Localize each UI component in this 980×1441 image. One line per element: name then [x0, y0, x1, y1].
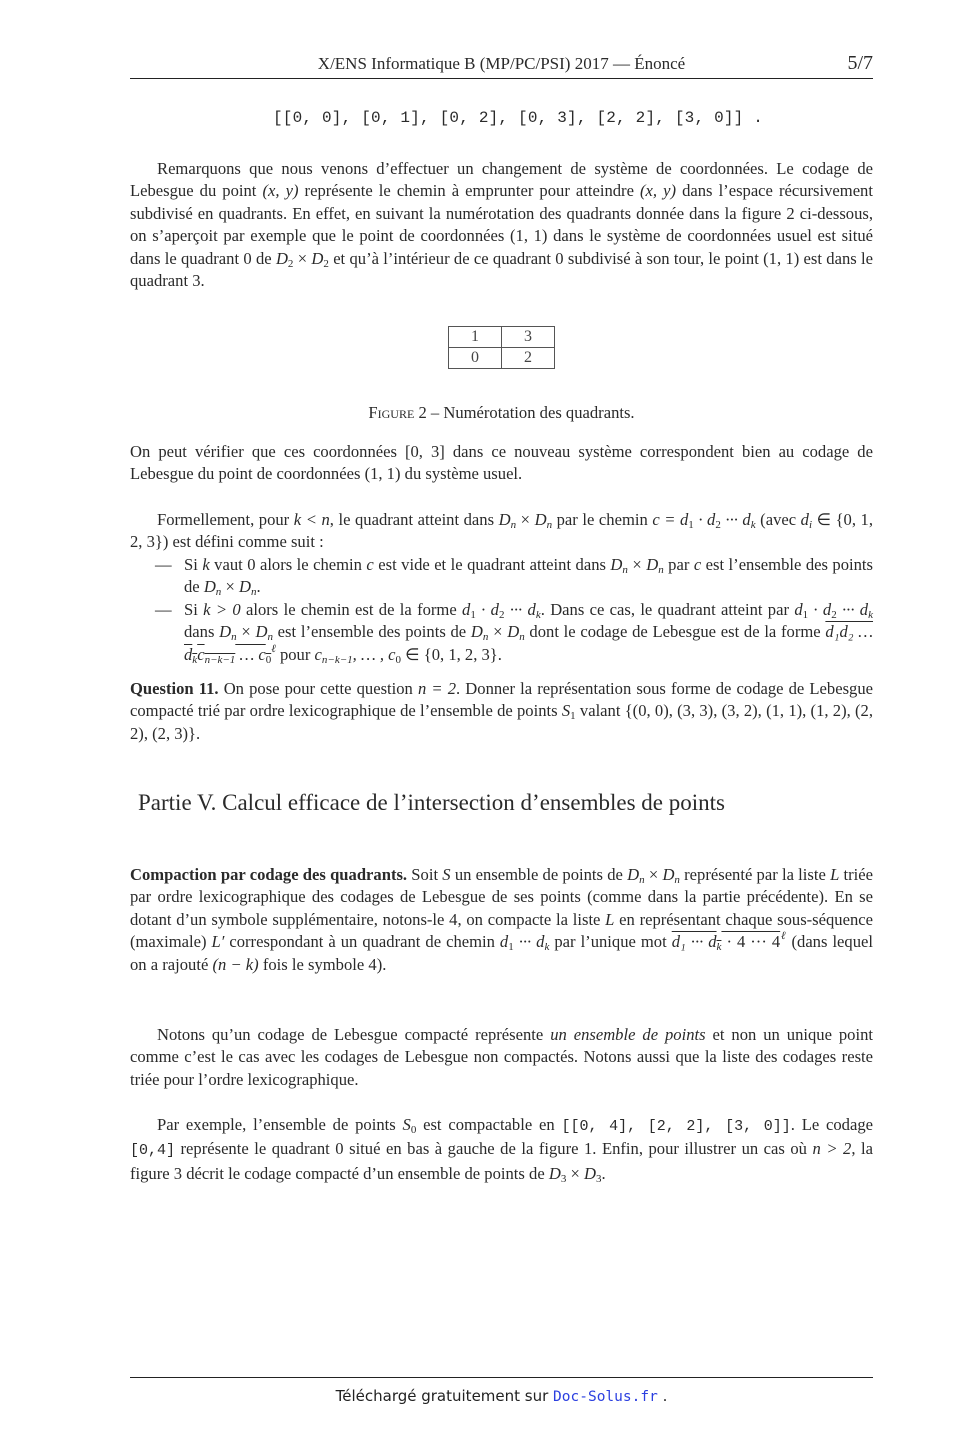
- math: · d: [693, 510, 716, 529]
- math-sub: 0: [265, 653, 272, 666]
- text: , le quadrant atteint dans: [329, 510, 499, 529]
- page-number: 5/7: [847, 52, 873, 74]
- paragraph-coordinate-change: [130, 158, 873, 292]
- text: par le chemin: [552, 510, 653, 529]
- page-header: [130, 52, 873, 79]
- math: L: [605, 909, 615, 929]
- math: k: [202, 555, 210, 574]
- math-sub: n: [639, 874, 645, 886]
- text: dans: [184, 622, 220, 642]
- text: valant: [575, 701, 625, 721]
- math: k > 0: [203, 599, 241, 619]
- math: D: [498, 510, 511, 529]
- math-sub: 2: [831, 608, 837, 621]
- list-dash: —: [155, 555, 172, 574]
- text: par: [663, 555, 694, 574]
- math: ×: [236, 622, 256, 642]
- math: D: [219, 622, 232, 642]
- text: représente le chemin à emprunter pour atteindre: [298, 181, 641, 201]
- text: , la figure 3 décrit le codage compacté d’un ensemble de points de: [130, 1139, 873, 1183]
- math: ··· d: [720, 510, 751, 529]
- math: (x, y): [640, 181, 677, 201]
- footer-text-end: .: [657, 1387, 668, 1405]
- inline-code: [[0, 4], [2, 2], [3, 0]]: [561, 1118, 791, 1135]
- text: pour: [275, 644, 315, 664]
- text: alors le chemin est de la forme: [240, 599, 463, 619]
- math-sub: 3: [595, 1172, 602, 1185]
- footer-divider: [130, 1377, 873, 1378]
- text: ) est défini comme suit :: [162, 532, 324, 552]
- math: S: [442, 865, 451, 884]
- math-sub: 1: [470, 608, 476, 621]
- math: ×: [293, 248, 312, 268]
- quadrant-cell: 0: [449, 348, 502, 369]
- math-sub: 1: [688, 519, 694, 531]
- header-title: X/ENS Informatique B (MP/PC/PSI) 2017 — Énoncé: [317, 54, 686, 73]
- quadrant-cell: 1: [449, 327, 502, 348]
- text: On peut vérifier que ces coordonnées: [130, 442, 405, 461]
- text: est l’ensemble des points de: [184, 555, 873, 597]
- text: . Donner la représentation sous forme de codage de Lebesgue compacté trié par ordre lexicographique de l’ensemble de points: [130, 679, 873, 721]
- math-sub: n: [674, 874, 680, 886]
- math-sub: k: [544, 941, 550, 954]
- math: c: [197, 644, 205, 664]
- math: ×: [516, 510, 535, 529]
- doc-solus-link[interactable]: Doc-Solus.fr: [553, 1389, 658, 1405]
- math: (1, 1): [510, 226, 548, 246]
- math: {(0, 0), (3, 3), (3, 2), (1, 1), (1, 2), (2, 2), (2, 3)}.: [130, 701, 873, 743]
- math: ×: [644, 865, 663, 884]
- text: On pose pour cette question: [218, 679, 418, 698]
- text: Par exemple, l’ensemble de points: [157, 1115, 403, 1134]
- text: est dans le quadrant 3.: [130, 248, 873, 291]
- math: d: [800, 510, 809, 529]
- text: du système usuel.: [400, 464, 523, 484]
- text: Formellement, pour: [157, 510, 294, 529]
- footer-text: Téléchargé gratuitement sur: [335, 1387, 554, 1405]
- math-sub: 1: [508, 941, 514, 954]
- math: D: [470, 622, 483, 642]
- math-sub: n−k−1: [321, 653, 353, 666]
- text: correspondant à un quadrant de chemin: [224, 932, 500, 952]
- question-11: [130, 678, 873, 745]
- math-sub: n: [482, 631, 489, 644]
- list-item: [155, 554, 873, 599]
- text: représente le quadrant 0 situé en bas à gauche de la figure 1. Enfin, pour illustrer un cas où: [175, 1139, 813, 1159]
- text: est vide et le quadrant atteint dans: [373, 555, 611, 574]
- math-sub: 0: [395, 653, 402, 666]
- text: (dans lequel on a rajouté: [130, 932, 873, 974]
- quadrant-figure-table: [448, 326, 555, 369]
- math-sub: n: [546, 519, 553, 531]
- text: (avec: [760, 510, 801, 529]
- text: . Dans ce cas, le quadrant atteint par: [540, 599, 795, 619]
- text: dans l’espace récursivement subdivisé en quadrants. En effet, en suivant la numérotation des quadrants donnée dans la figure 2 ci-dessous, on s’aperçoit par exemple que le point de coordonnées: [130, 181, 873, 246]
- text: et qu’à l’intérieur de ce quadrant 0 subdivisé à son tour, le point: [328, 248, 764, 268]
- math: D: [507, 622, 520, 642]
- math: · d: [808, 599, 832, 619]
- emphasis: un ensemble de points: [550, 1025, 706, 1044]
- math: [0, 3]: [404, 442, 445, 461]
- math-sub: k: [750, 519, 756, 531]
- text: un ensemble de points de: [450, 865, 628, 884]
- text: Notons qu’un codage de Lebesgue compacté représente: [157, 1025, 551, 1044]
- math-sub: 2: [323, 257, 329, 270]
- text: dans ce nouveau système correspondent bien au codage de Lebesgue du point de coordonnées: [130, 442, 873, 484]
- math: D: [238, 577, 251, 597]
- math-sup: ℓ: [271, 642, 276, 655]
- math-sub: n: [267, 631, 273, 644]
- list-dash: —: [155, 599, 172, 619]
- section-title: Partie V. Calcul efficace de l’intersection d’ensembles de points: [138, 790, 725, 815]
- math: D: [255, 622, 268, 642]
- math-sub: 0: [410, 1124, 417, 1136]
- list-item: — Si k > 0 alors le chemin est de la forme $d_1 \cdot d_2$ ··· $d_k$. Dans ce cas, le quadrant atteint par $d_1 \cdot d_2$ ··· $d_k$ dans $D_n \times D_n$ est l’ensemble des points de $D_n \times D_n$ dont le codage de Lebesgue est de la forme d₁d₂ … $d_kc_{n-k-1}$ … $c_0^\ell$ pour $c_{n-k-1}$, … , $c_0$ ∈ {0, 1, 2, 3}.: [155, 599, 874, 666]
- math: L′: [211, 932, 225, 952]
- math: n > 2: [812, 1139, 852, 1159]
- text: Remarquons que nous venons d’effectuer un changement de système de coordonnées. Le codage de Lebesgue du point: [130, 159, 873, 201]
- quadrant-cell: 3: [502, 327, 555, 348]
- math: · d: [475, 599, 499, 619]
- math: ×: [221, 577, 239, 597]
- math-sub: k: [535, 608, 541, 621]
- math: ×: [488, 622, 508, 642]
- caption-text: – Numérotation des quadrants.: [426, 403, 635, 422]
- math: , … , c: [352, 644, 396, 664]
- text: dans le système de coordonnées usuel est situé dans le quadrant 0 de: [130, 226, 873, 268]
- math: ··· d: [836, 599, 869, 619]
- math-sub: 2: [287, 257, 294, 270]
- math-sub: n: [622, 564, 628, 576]
- math: c: [693, 555, 702, 574]
- text: Si: [184, 555, 203, 574]
- math-sub: n: [658, 564, 664, 576]
- text: . Le codage: [790, 1115, 873, 1134]
- text: et non un unique point comme c’est le cas avec les codages de Lebesgue non compactés. Notons aussi que la liste des codages reste triée pour l’ordre lexicographique.: [130, 1025, 873, 1089]
- math: ∈ {0, 1, 2, 3}: [130, 510, 873, 552]
- paragraph-label: Compaction par codage des quadrants.: [130, 865, 408, 884]
- math: · 4 ··· 4: [721, 932, 781, 952]
- math: D: [548, 1163, 561, 1183]
- figure-caption: [130, 403, 873, 423]
- text: Soit: [407, 865, 443, 884]
- text: dont le codage de Lebesgue est de la forme: [524, 622, 826, 642]
- paragraph-verification: [130, 441, 873, 486]
- math-sub: n: [231, 631, 237, 644]
- math: D: [610, 555, 623, 574]
- question-label: Question 11.: [130, 679, 219, 698]
- overlined-word: [671, 932, 781, 954]
- math-sub: 1: [570, 710, 576, 723]
- math-sup: ℓ: [780, 930, 787, 943]
- math: D: [662, 865, 675, 884]
- math: ×: [627, 555, 647, 574]
- text: vaut 0 alors le chemin: [209, 555, 367, 574]
- text: fois le symbole 4).: [258, 954, 387, 974]
- text: représenté par la liste: [679, 865, 831, 884]
- paragraph-example: [130, 1114, 873, 1185]
- quadrant-cell: 2: [502, 348, 555, 369]
- math: D: [311, 248, 324, 268]
- text: par l’unique mot: [549, 932, 672, 952]
- text: en représentant chaque sous-séquence (maximale): [130, 909, 873, 952]
- math-sub: n: [215, 586, 222, 599]
- math: L: [830, 865, 840, 884]
- math-sub: 2: [715, 519, 721, 531]
- math-sub: 2: [498, 608, 505, 621]
- math: c = d: [652, 510, 689, 529]
- math-sub: 3: [560, 1172, 567, 1185]
- math-sub: k: [716, 941, 722, 954]
- math: S: [561, 701, 571, 721]
- math-sub: n: [519, 631, 525, 644]
- math: (1, 1): [763, 248, 800, 268]
- math: k < n: [293, 510, 330, 529]
- math: c: [314, 644, 322, 664]
- math: (x, y): [262, 181, 299, 201]
- math: ··· d: [513, 932, 545, 952]
- math-sub: k: [192, 653, 198, 666]
- math: n = 2: [417, 679, 457, 698]
- math-sub: n: [510, 519, 517, 531]
- math: d₁ ··· d: [671, 932, 717, 952]
- math-sub: n: [250, 586, 257, 599]
- text: triée par ordre lexicographique des codages de Lebesgue de ses points (comme dans la partie précédente). En se dotant d’un symbole supplémentaire, notons-le 4, on compacte la liste: [130, 865, 874, 929]
- math-sub: 1: [802, 608, 809, 621]
- inline-code: [0,4]: [130, 1142, 176, 1160]
- math-sub: n−k−1: [204, 653, 236, 666]
- math: c: [366, 555, 374, 574]
- math: D: [583, 1163, 596, 1183]
- page-footer: [130, 1387, 873, 1405]
- math: … c: [235, 644, 266, 664]
- math: d₁d₂ … d: [184, 622, 874, 664]
- math: ··· d: [504, 599, 536, 619]
- math: D: [627, 865, 640, 884]
- math: ×: [566, 1163, 584, 1183]
- math: D: [275, 248, 288, 268]
- text: .: [601, 1163, 606, 1183]
- math: ∈ {0, 1, 2, 3}.: [401, 644, 502, 664]
- paragraph-formal-definition: [130, 509, 873, 554]
- math: S: [402, 1115, 411, 1134]
- text: Si: [184, 599, 204, 619]
- code-list: [[0, 0], [0, 1], [0, 2], [0, 3], [2, 2], [3, 0]] .: [273, 109, 764, 127]
- text: .: [256, 577, 261, 597]
- math: D: [203, 577, 216, 597]
- math: (n − k): [212, 954, 259, 974]
- text: est l’ensemble des points de: [272, 622, 471, 642]
- caption-label: Figure 2: [368, 403, 427, 422]
- paragraph-compacted-set: [130, 1024, 873, 1091]
- math-sub: k: [868, 608, 873, 621]
- math: (1, 1): [364, 464, 401, 484]
- math-sub: i: [808, 519, 813, 531]
- math: D: [534, 510, 547, 529]
- text: est compactable en: [416, 1115, 562, 1134]
- paragraph-compaction: Compaction par codage des quadrants. Soit S un ensemble de points de $D_n \times D_n$ représenté par la liste L triée par ordre lexicographique des codages de Lebesgue de ses points (comme dans la partie précédente). En se dotant d’un symbole supplémentaire, notons-le 4, on compacte la liste L en représentant chaque sous-séquence (maximale) L′ correspondant à un quadrant de chemin $d_1$ ··· $d_k$ par l’unique mot d₁ ··· $d_k \cdot 4$ ··· $4^\ell$ (dans lequel on a rajouté (n − k) fois le symbole 4).: [130, 865, 874, 974]
- math: D: [646, 555, 659, 574]
- definition-list: [155, 554, 873, 666]
